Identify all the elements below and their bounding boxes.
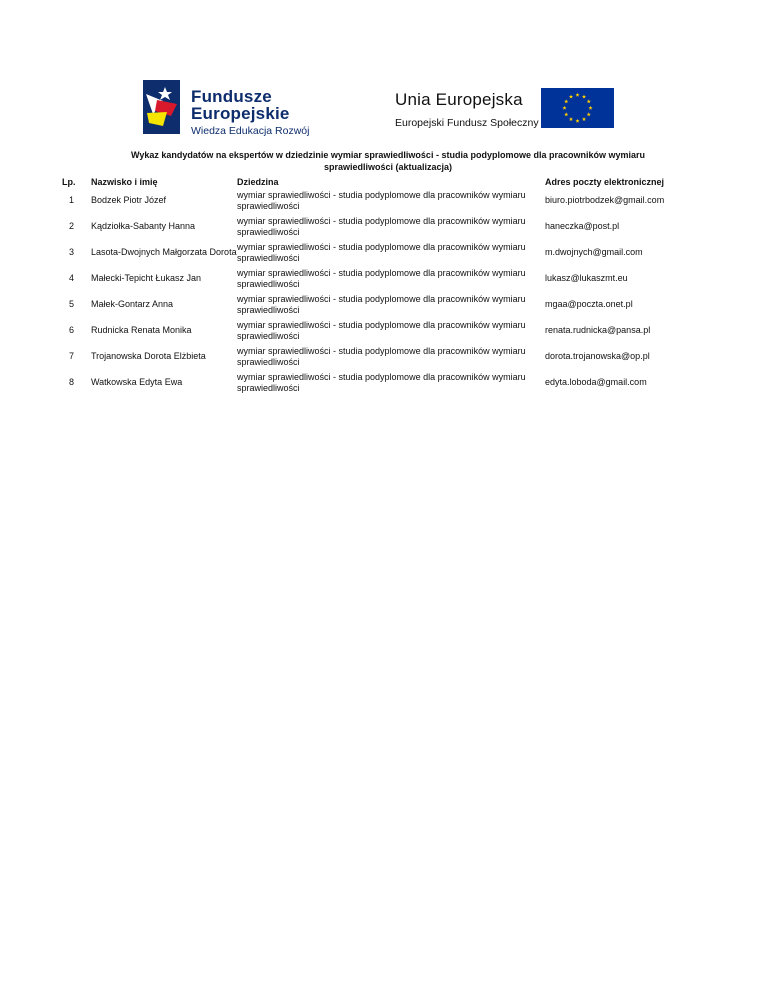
cell-field: wymiar sprawiedliwości - studia podyplomowe dla pracowników wymiaru sprawiedliwości — [237, 293, 526, 315]
cell-field: wymiar sprawiedliwości - studia podyplomowe dla pracowników wymiaru sprawiedliwości — [237, 371, 526, 393]
eu-flag-icon — [541, 88, 614, 128]
cell-email[interactable]: renata.rudnicka@pansa.pl — [545, 325, 651, 336]
cell-field: wymiar sprawiedliwości - studia podyplomowe dla pracowników wymiaru sprawiedliwości — [237, 189, 526, 211]
logo-bar — [0, 0, 768, 140]
table-row — [62, 292, 695, 318]
fe-logo-tagline: Wiedza Edukacja Rozwój — [191, 125, 310, 137]
candidates-table — [62, 174, 695, 396]
cell-lp: 2 — [68, 221, 74, 232]
cell-lp: 8 — [68, 377, 74, 388]
cell-field: wymiar sprawiedliwości - studia podyplomowe dla pracowników wymiaru sprawiedliwości — [237, 267, 526, 289]
cell-email[interactable]: haneczka@post.pl — [545, 221, 620, 232]
cell-lp: 3 — [68, 247, 74, 258]
cell-lp: 1 — [68, 195, 74, 206]
ue-logo-line1: Unia Europejska — [395, 90, 523, 109]
header-name: Nazwisko i imię — [91, 176, 158, 187]
fe-logo-text — [191, 88, 309, 138]
cell-name: Lasota-Dwojnych Małgorzata Dorota — [91, 247, 237, 258]
cell-email[interactable]: biuro.piotrbodzek@gmail.com — [545, 195, 665, 206]
fe-logo-line1: Fundusze — [191, 87, 272, 106]
cell-name: Kądziołka-Sabanty Hanna — [91, 221, 196, 232]
fe-logo-line2: Europejskie — [191, 104, 290, 123]
cell-email[interactable]: edyta.loboda@gmail.com — [545, 377, 647, 388]
header-email: Adres poczty elektronicznej — [545, 176, 665, 187]
cell-email[interactable]: mgaa@poczta.onet.pl — [545, 299, 633, 310]
cell-field: wymiar sprawiedliwości - studia podyplomowe dla pracowników wymiaru sprawiedliwości — [237, 241, 526, 263]
cell-field: wymiar sprawiedliwości - studia podyplomowe dla pracowników wymiaru sprawiedliwości — [237, 319, 526, 341]
table-row — [62, 266, 695, 292]
cell-lp: 4 — [68, 273, 74, 284]
ue-logo-text — [395, 90, 539, 130]
cell-field: wymiar sprawiedliwości - studia podyplomowe dla pracowników wymiaru sprawiedliwości — [237, 215, 526, 237]
table-row — [62, 240, 695, 266]
table-row — [62, 344, 695, 370]
cell-name: Trojanowska Dorota Elżbieta — [91, 351, 206, 362]
cell-email[interactable]: lukasz@lukaszmt.eu — [545, 273, 628, 284]
cell-email[interactable]: m.dwojnych@gmail.com — [545, 247, 643, 258]
table-header-row — [62, 174, 695, 188]
cell-name: Małek-Gontarz Anna — [91, 299, 174, 310]
cell-field: wymiar sprawiedliwości - studia podyplomowe dla pracowników wymiaru sprawiedliwości — [237, 345, 526, 367]
table-row — [62, 370, 695, 396]
cell-name: Watkowska Edyta Ewa — [91, 377, 183, 388]
table-row — [62, 318, 695, 344]
document-title: Wykaz kandydatów na ekspertów w dziedzinie wymiar sprawiedliwości - studia podyplomowe dla pracowników wymiaru sprawiedliwości (aktualizacja) — [131, 150, 645, 172]
cell-name: Bodzek Piotr Józef — [91, 195, 167, 206]
cell-name: Małecki-Tepicht Łukasz Jan — [91, 273, 202, 284]
ue-logo-line2: Europejski Fundusz Społeczny — [395, 117, 539, 129]
cell-lp: 5 — [68, 299, 74, 310]
table-row — [62, 188, 695, 214]
cell-email[interactable]: dorota.trojanowska@op.pl — [545, 351, 650, 362]
header-field: Dziedzina — [237, 176, 279, 187]
cell-lp: 7 — [68, 351, 74, 362]
cell-name: Rudnicka Renata Monika — [91, 325, 192, 336]
table-row — [62, 214, 695, 240]
header-lp: Lp. — [62, 176, 76, 187]
cell-lp: 6 — [68, 325, 74, 336]
